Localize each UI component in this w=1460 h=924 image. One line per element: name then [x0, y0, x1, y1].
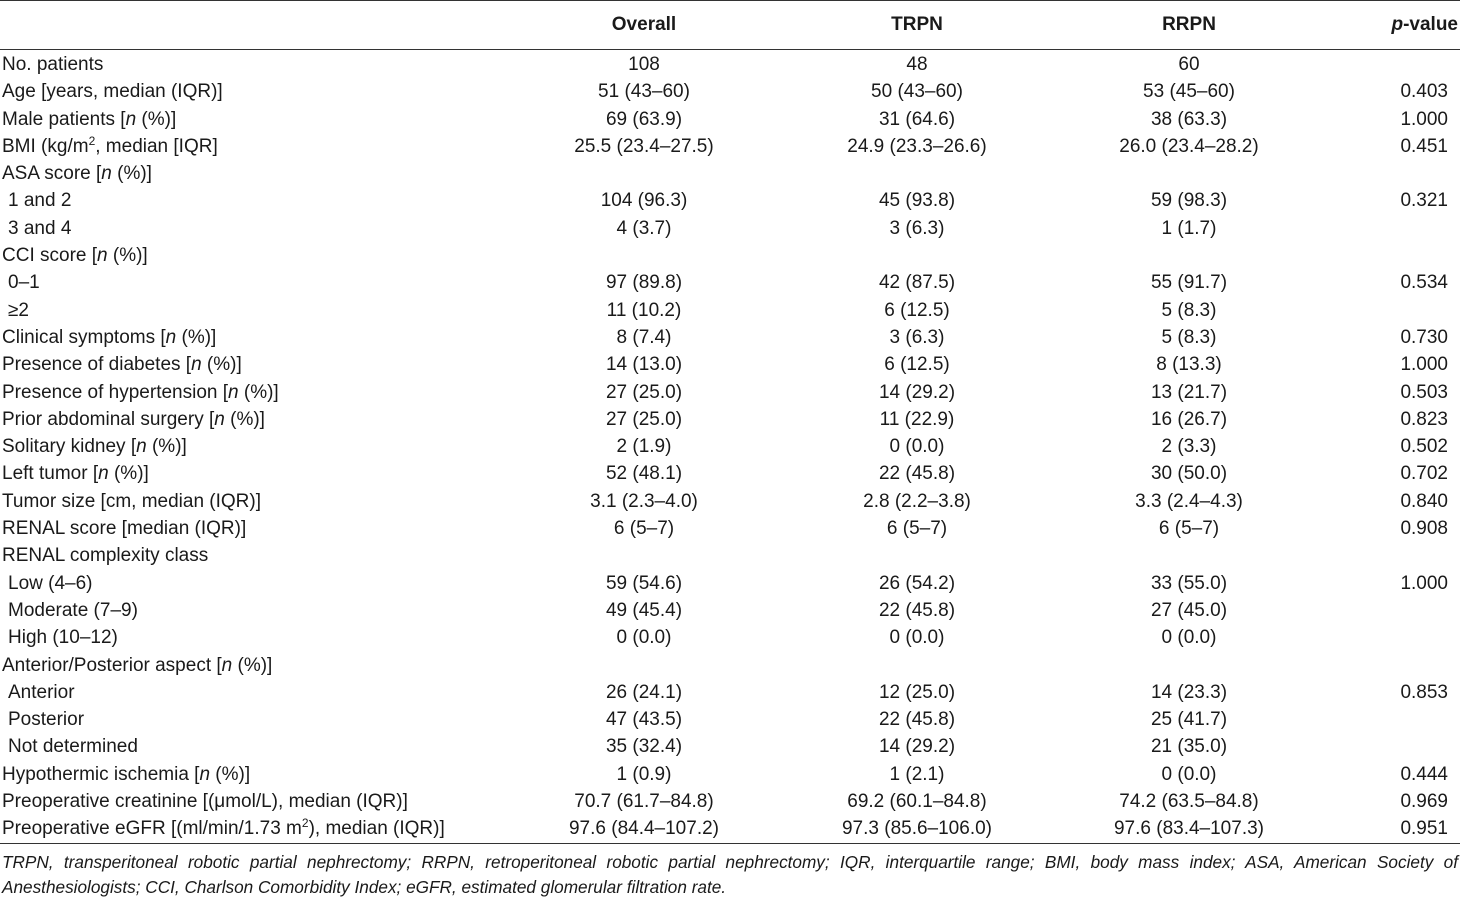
cell-overall: 47 (43.5): [605, 709, 683, 731]
cell-trpn: 6 (12.5): [884, 299, 950, 321]
cell-rrpn: 33 (55.0): [1150, 572, 1228, 594]
cell-rrpn: 2 (3.3): [1161, 436, 1217, 458]
cell-pvalue: 1.000: [1400, 108, 1448, 130]
cell-trpn: 3 (6.3): [889, 326, 945, 348]
cell-rrpn: 8 (13.3): [1156, 354, 1222, 376]
cell-trpn: 48: [906, 54, 928, 75]
row-label-pre: Left tumor [: [2, 463, 99, 485]
row-label: [0, 815, 510, 842]
cell-overall: 97 (89.8): [605, 272, 683, 294]
table-row: [0, 652, 1460, 679]
cell-rrpn: 27 (45.0): [1150, 599, 1228, 621]
row-label: [0, 652, 510, 679]
row-label-pre: 0–1: [8, 272, 40, 294]
cell-rrpn: 60: [1178, 54, 1200, 75]
header-pvalue: [1322, 1, 1460, 49]
header-pvalue-rest: -value: [1403, 14, 1458, 35]
cell-overall: 69 (63.9): [605, 108, 683, 130]
cell-trpn: 6 (12.5): [884, 354, 950, 376]
cell-trpn: 26 (54.2): [878, 572, 956, 594]
cell-overall: 2 (1.9): [616, 436, 672, 458]
cell-trpn: 6 (5–7): [886, 518, 948, 540]
row-label-pre: Prior abdominal surgery [: [2, 408, 215, 430]
cell-trpn: 14 (29.2): [878, 381, 956, 403]
row-label: [0, 160, 510, 187]
row-label-pre: No. patients: [2, 54, 104, 75]
row-label: [0, 733, 510, 760]
row-label: [0, 597, 510, 624]
row-label-pre: Age [years, median (IQR)]: [2, 81, 223, 103]
row-label: [0, 133, 510, 160]
row-label-pre: CCI score [: [2, 245, 98, 267]
cell-rrpn: 1 (1.7): [1161, 217, 1217, 239]
row-label-pre: Anterior: [8, 681, 75, 703]
cell-pvalue: 0.503: [1400, 381, 1448, 403]
cell-pvalue: 0.451: [1400, 135, 1448, 157]
row-label-pre: 3 and 4: [8, 217, 72, 239]
cell-rrpn: [1056, 652, 1322, 679]
cell-overall: [510, 242, 778, 269]
row-label-pre: BMI (kg/m: [2, 135, 89, 157]
header-row: [0, 1, 1460, 49]
cell-trpn: 1 (2.1): [889, 763, 945, 785]
table-row: [0, 379, 1460, 406]
row-label: [0, 351, 510, 378]
row-label-it: n: [221, 654, 233, 676]
cell-pvalue: [1322, 652, 1460, 679]
row-label-post: (%)]: [176, 326, 217, 348]
cell-trpn: 69.2 (60.1–84.8): [847, 791, 987, 813]
cell-pvalue: [1322, 706, 1460, 733]
cell-trpn: 31 (64.6): [878, 108, 956, 130]
row-label-post: (%)]: [111, 163, 152, 185]
cell-overall: 49 (45.4): [605, 599, 683, 621]
row-label-sup: 2: [88, 133, 96, 148]
cell-rrpn: [1056, 160, 1322, 187]
row-label-it: n: [97, 245, 108, 267]
cell-trpn: 2.8 (2.2–3.8): [863, 490, 971, 512]
header-pvalue-italic: p: [1391, 14, 1404, 35]
row-label: [0, 679, 510, 706]
row-label-post: (%)]: [107, 245, 148, 267]
row-label: [0, 269, 510, 296]
row-label: [0, 570, 510, 597]
cell-rrpn: 3.3 (2.4–4.3): [1135, 490, 1243, 512]
table-row: [0, 460, 1460, 487]
row-label-pre: Anterior/Posterior aspect [: [2, 654, 222, 676]
row-label-post: (%)]: [108, 463, 149, 485]
cell-pvalue: 0.951: [1400, 818, 1448, 840]
table-body: [0, 49, 1460, 843]
cell-trpn: [778, 160, 1056, 187]
cell-overall: 59 (54.6): [605, 572, 683, 594]
row-label-it: n: [125, 108, 137, 130]
cell-overall: 14 (13.0): [605, 354, 683, 376]
cell-pvalue: [1322, 215, 1460, 242]
cell-overall: [510, 542, 778, 569]
row-label: [0, 78, 510, 105]
row-label: [0, 215, 510, 242]
table-row: [0, 78, 1460, 105]
table-row: [0, 215, 1460, 242]
cell-trpn: 11 (22.9): [879, 408, 955, 430]
cell-pvalue: 0.840: [1400, 490, 1448, 512]
cell-overall: 6 (5–7): [613, 518, 675, 540]
cell-pvalue: 0.403: [1400, 81, 1448, 103]
cell-trpn: 50 (43–60): [871, 81, 963, 103]
table-row: [0, 761, 1460, 788]
table-row: [0, 160, 1460, 187]
table-row: [0, 187, 1460, 214]
cell-pvalue: 0.853: [1400, 681, 1448, 703]
row-label: [0, 706, 510, 733]
cell-rrpn: 13 (21.7): [1150, 381, 1228, 403]
cell-overall: 70.7 (61.7–84.8): [574, 791, 714, 813]
cell-overall: 52 (48.1): [605, 463, 683, 485]
row-label-pre: Not determined: [8, 736, 138, 758]
row-label-it: n: [214, 408, 225, 430]
row-label: [0, 624, 510, 651]
cell-trpn: [778, 542, 1056, 569]
row-label-pre: Hypothermic ischemia [: [2, 763, 200, 785]
cell-pvalue: 0.908: [1400, 518, 1448, 540]
table-row: [0, 433, 1460, 460]
cell-trpn: [778, 652, 1056, 679]
cell-pvalue: 0.702: [1400, 463, 1448, 485]
cell-overall: 3.1 (2.3–4.0): [590, 490, 698, 512]
cell-pvalue: [1322, 733, 1460, 760]
table-row: [0, 624, 1460, 651]
cell-overall: 1 (0.9): [616, 763, 672, 785]
row-label: [0, 433, 510, 460]
cell-rrpn: 55 (91.7): [1150, 272, 1228, 294]
table-row: [0, 324, 1460, 351]
row-label-it: n: [199, 763, 211, 785]
table-row: [0, 542, 1460, 569]
cell-trpn: 14 (29.2): [878, 736, 956, 758]
cell-rrpn: 5 (8.3): [1161, 326, 1217, 348]
row-label: [0, 406, 510, 433]
cell-rrpn: 14 (23.3): [1150, 681, 1228, 703]
cell-pvalue: 0.321: [1400, 190, 1448, 212]
cell-overall: 108: [628, 54, 660, 75]
row-label-pre: Moderate (7–9): [8, 599, 138, 621]
row-label: [0, 242, 510, 269]
cell-overall: 8 (7.4): [616, 326, 672, 348]
cell-overall: 11 (10.2): [606, 299, 682, 321]
cell-rrpn: 0 (0.0): [1161, 627, 1217, 649]
table-row: [0, 351, 1460, 378]
cell-pvalue: [1322, 242, 1460, 269]
header-label-col: [0, 1, 510, 49]
cell-rrpn: 26.0 (23.4–28.2): [1119, 135, 1259, 157]
cell-pvalue: 0.502: [1400, 436, 1448, 458]
table-row: [0, 406, 1460, 433]
row-label: [0, 515, 510, 542]
cell-overall: [510, 160, 778, 187]
cell-rrpn: 74.2 (63.5–84.8): [1119, 791, 1259, 813]
table-row: [0, 570, 1460, 597]
row-label-pre: Preoperative eGFR [(ml/min/1.73 m: [2, 818, 302, 840]
row-label-it: n: [165, 326, 177, 348]
cell-rrpn: 30 (50.0): [1150, 463, 1228, 485]
row-label: [0, 324, 510, 351]
row-label-pre: Tumor size [cm, median (IQR)]: [2, 490, 262, 512]
row-label-pre: Presence of diabetes [: [2, 354, 192, 376]
header-overall: Overall: [611, 14, 677, 35]
cell-pvalue: [1322, 49, 1460, 78]
cell-trpn: 24.9 (23.3–26.6): [847, 135, 987, 157]
row-label-post: (%)]: [232, 654, 273, 676]
row-label: [0, 460, 510, 487]
row-label-sup: 2: [301, 816, 309, 831]
cell-rrpn: 16 (26.7): [1150, 408, 1228, 430]
cell-trpn: 42 (87.5): [878, 272, 956, 294]
row-label-pre: RENAL score [median (IQR)]: [2, 518, 247, 540]
cell-trpn: 3 (6.3): [889, 217, 945, 239]
cell-pvalue: [1322, 542, 1460, 569]
cell-trpn: 22 (45.8): [878, 463, 956, 485]
cell-pvalue: 1.000: [1400, 572, 1448, 594]
row-label-pre: RENAL complexity class: [2, 545, 209, 567]
header-rrpn: RRPN: [1162, 14, 1216, 35]
row-label-post: (%)]: [238, 381, 279, 403]
cell-pvalue: [1322, 624, 1460, 651]
cell-pvalue: 0.969: [1400, 791, 1448, 813]
cell-pvalue: 0.730: [1400, 326, 1448, 348]
row-label-pre: ≥2: [8, 299, 29, 321]
row-label-pre: Posterior: [8, 709, 85, 731]
table-row: [0, 269, 1460, 296]
table-row: [0, 597, 1460, 624]
row-label: [0, 788, 510, 815]
cell-overall: [510, 652, 778, 679]
row-label-it: n: [136, 436, 147, 458]
row-label-pre: Male patients [: [2, 108, 126, 130]
cell-pvalue: [1322, 597, 1460, 624]
header-trpn: TRPN: [891, 14, 943, 35]
cell-rrpn: 5 (8.3): [1161, 299, 1217, 321]
row-label: [0, 488, 510, 515]
table-row: [0, 679, 1460, 706]
row-label-post: (%)]: [201, 354, 242, 376]
table-row: [0, 49, 1460, 78]
table-row: [0, 106, 1460, 133]
cell-overall: 51 (43–60): [598, 81, 690, 103]
row-label: [0, 187, 510, 214]
cell-overall: 26 (24.1): [605, 681, 683, 703]
cell-rrpn: 25 (41.7): [1150, 709, 1228, 731]
cell-overall: 25.5 (23.4–27.5): [574, 135, 714, 157]
cell-rrpn: 0 (0.0): [1161, 763, 1217, 785]
cell-trpn: 22 (45.8): [878, 599, 956, 621]
cell-pvalue: [1322, 160, 1460, 187]
table-row: [0, 733, 1460, 760]
cell-overall: 97.6 (84.4–107.2): [568, 818, 719, 840]
cell-overall: 35 (32.4): [605, 736, 683, 758]
table-row: [0, 706, 1460, 733]
cell-overall: 0 (0.0): [616, 627, 672, 649]
row-label-pre: Presence of hypertension [: [2, 381, 229, 403]
row-label-post: (%)]: [210, 763, 251, 785]
cell-rrpn: 59 (98.3): [1150, 190, 1228, 212]
table-footnote: TRPN, transperitoneal robotic partial nephrectomy; RRPN, retroperitoneal robotic partial nephrectomy; IQR, interquartile range; BMI, body mass index; ASA, American Society of Anesthesiologists; CCI, Charlson Comorbidity Index; eGFR, estimated glomerular filtration rate.: [2, 851, 1458, 897]
cell-pvalue: 1.000: [1400, 354, 1448, 376]
cell-pvalue: 0.823: [1400, 408, 1448, 430]
row-label: [0, 379, 510, 406]
table-row: [0, 133, 1460, 160]
cell-trpn: 22 (45.8): [878, 709, 956, 731]
cell-trpn: 0 (0.0): [889, 436, 945, 458]
row-label-post: (%)]: [136, 108, 177, 130]
row-label: [0, 106, 510, 133]
cell-overall: 27 (25.0): [605, 408, 683, 430]
table-row: [0, 297, 1460, 324]
cell-rrpn: [1056, 242, 1322, 269]
header-rule: [0, 49, 1460, 50]
row-label-it: n: [228, 381, 239, 403]
cell-trpn: [778, 242, 1056, 269]
data-table: [0, 1, 1460, 843]
cell-overall: 104 (96.3): [600, 190, 688, 212]
cell-rrpn: 21 (35.0): [1150, 736, 1228, 758]
row-label-pre: 1 and 2: [8, 190, 72, 212]
cell-overall: 27 (25.0): [605, 381, 683, 403]
table-row: [0, 815, 1460, 842]
row-label: [0, 761, 510, 788]
cell-pvalue: [1322, 297, 1460, 324]
row-label: [0, 297, 510, 324]
cell-trpn: 45 (93.8): [878, 190, 956, 212]
cell-overall: 4 (3.7): [616, 217, 672, 239]
cell-trpn: 12 (25.0): [878, 681, 956, 703]
cell-trpn: 0 (0.0): [889, 627, 945, 649]
table-row: [0, 788, 1460, 815]
cell-trpn: 97.3 (85.6–106.0): [841, 818, 992, 840]
row-label-it: n: [101, 163, 112, 185]
cell-rrpn: 97.6 (83.4–107.3): [1113, 818, 1264, 840]
row-label-it: n: [98, 463, 109, 485]
row-label: [0, 542, 510, 569]
cell-rrpn: [1056, 542, 1322, 569]
cell-rrpn: 38 (63.3): [1150, 108, 1228, 130]
row-label-pre: High (10–12): [8, 627, 118, 649]
row-label-pre: Clinical symptoms [: [2, 326, 166, 348]
row-label-post: (%)]: [146, 436, 187, 458]
cell-pvalue: 0.444: [1400, 763, 1448, 785]
row-label-pre: Low (4–6): [8, 572, 93, 594]
row-label-pre: Preoperative creatinine [(μmol/L), median (IQR)]: [2, 791, 408, 813]
table-row: [0, 515, 1460, 542]
cell-pvalue: 0.534: [1400, 272, 1448, 294]
table-row: [0, 488, 1460, 515]
row-label-after: , median [IQR]: [95, 135, 218, 157]
cell-rrpn: 6 (5–7): [1158, 518, 1220, 540]
row-label-after: ), median (IQR)]: [308, 818, 445, 840]
cell-rrpn: 53 (45–60): [1143, 81, 1235, 103]
row-label-it: n: [191, 354, 202, 376]
row-label-post: (%)]: [224, 408, 265, 430]
table-row: [0, 242, 1460, 269]
row-label-pre: Solitary kidney [: [2, 436, 137, 458]
row-label-pre: ASA score [: [2, 163, 102, 185]
row-label: [0, 49, 510, 78]
